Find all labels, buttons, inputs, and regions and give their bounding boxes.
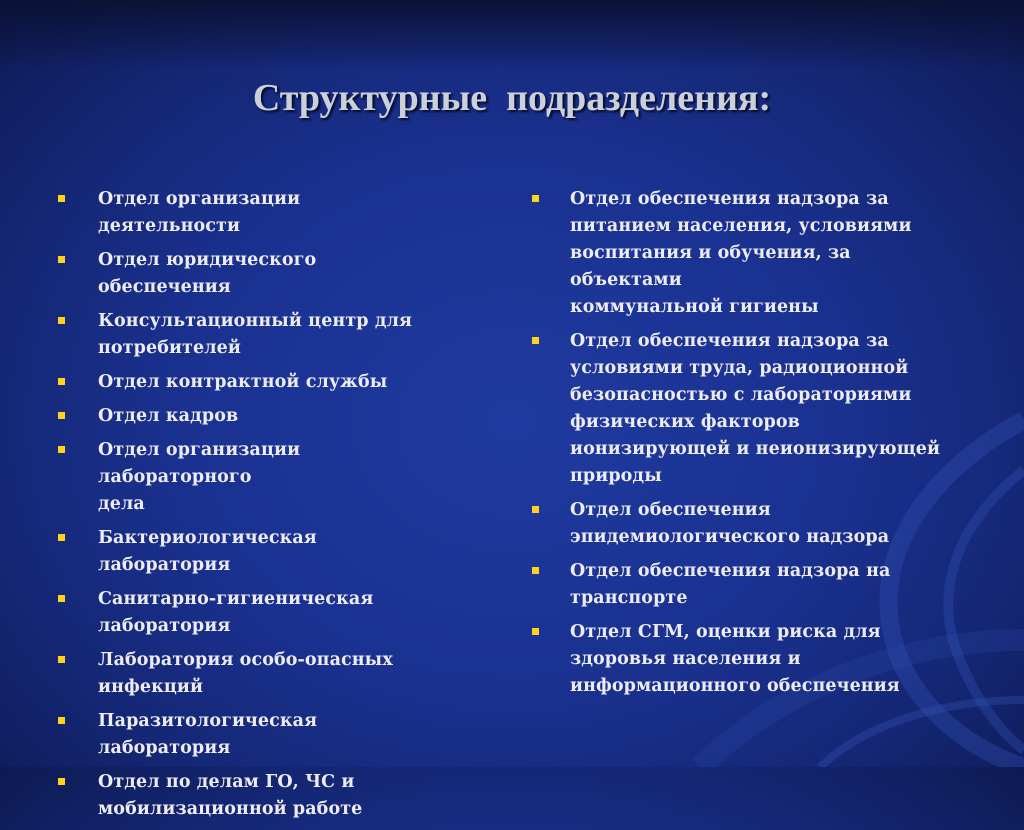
- square-bullet-icon: [532, 628, 539, 635]
- list-item: [532, 328, 962, 490]
- square-bullet-icon: [58, 656, 65, 663]
- square-bullet-icon: [532, 337, 539, 344]
- list-item: [58, 708, 448, 762]
- list-item-label: Отдел контрактной службы: [98, 372, 388, 392]
- list-item: [532, 186, 962, 321]
- square-bullet-icon: [58, 195, 65, 202]
- list-item-label: Санитарно-гигиеническая лаборатория: [98, 589, 374, 636]
- list-item: [58, 769, 448, 823]
- list-item: [58, 369, 448, 396]
- right-column-list: [532, 186, 962, 707]
- list-item: [58, 525, 448, 579]
- list-item-label: Отдел обеспечения надзора на транспорте: [570, 561, 891, 608]
- list-item-label: Отдел по делам ГО, ЧС и мобилизационной работе: [98, 772, 363, 819]
- list-item-label: Отдел СГМ, оценки риска для здоровья населения и информационного обеспечения: [570, 622, 900, 696]
- list-item: [58, 403, 448, 430]
- square-bullet-icon: [58, 412, 65, 419]
- list-item: [532, 558, 962, 612]
- list-item: [532, 619, 962, 700]
- square-bullet-icon: [58, 446, 65, 453]
- list-item: [58, 186, 448, 240]
- square-bullet-icon: [58, 256, 65, 263]
- list-item-label: Отдел организации лабораторного дела: [98, 440, 301, 514]
- list-item-label: Бактериологическая лаборатория: [98, 528, 317, 575]
- list-item-label: Отдел обеспечения надзора за условиями труда, радиоционной безопасностью с лабораториями физических факторов ионизирующей и неионизирующей природы: [570, 331, 941, 486]
- list-item-label: Лаборатория особо-опасных инфекций: [98, 650, 393, 697]
- square-bullet-icon: [532, 506, 539, 513]
- square-bullet-icon: [532, 195, 539, 202]
- square-bullet-icon: [58, 378, 65, 385]
- list-item-label: Паразитологическая лаборатория: [98, 711, 318, 758]
- square-bullet-icon: [58, 534, 65, 541]
- list-item-label: Отдел обеспечения эпидемиологического надзора: [570, 500, 890, 547]
- list-item: [532, 497, 962, 551]
- slide-title: Структурные подразделения:: [252, 77, 772, 119]
- list-item: [58, 247, 448, 301]
- list-item: [58, 647, 448, 701]
- square-bullet-icon: [58, 595, 65, 602]
- list-item-label: Отдел обеспечения надзора за питанием населения, условиями воспитания и обучения, за объектами коммунальной гигиены: [570, 189, 912, 317]
- list-item-label: Отдел организации деятельности: [98, 189, 301, 236]
- square-bullet-icon: [58, 717, 65, 724]
- left-column-list: [58, 186, 448, 830]
- list-item-label: Консультационный центр для потребителей: [98, 311, 413, 358]
- list-item: [58, 308, 448, 362]
- square-bullet-icon: [58, 778, 65, 785]
- list-item: [58, 586, 448, 640]
- square-bullet-icon: [532, 567, 539, 574]
- list-item-label: Отдел юридического обеспечения: [98, 250, 317, 297]
- list-item-label: Отдел кадров: [98, 406, 239, 426]
- square-bullet-icon: [58, 317, 65, 324]
- list-item: [58, 437, 448, 518]
